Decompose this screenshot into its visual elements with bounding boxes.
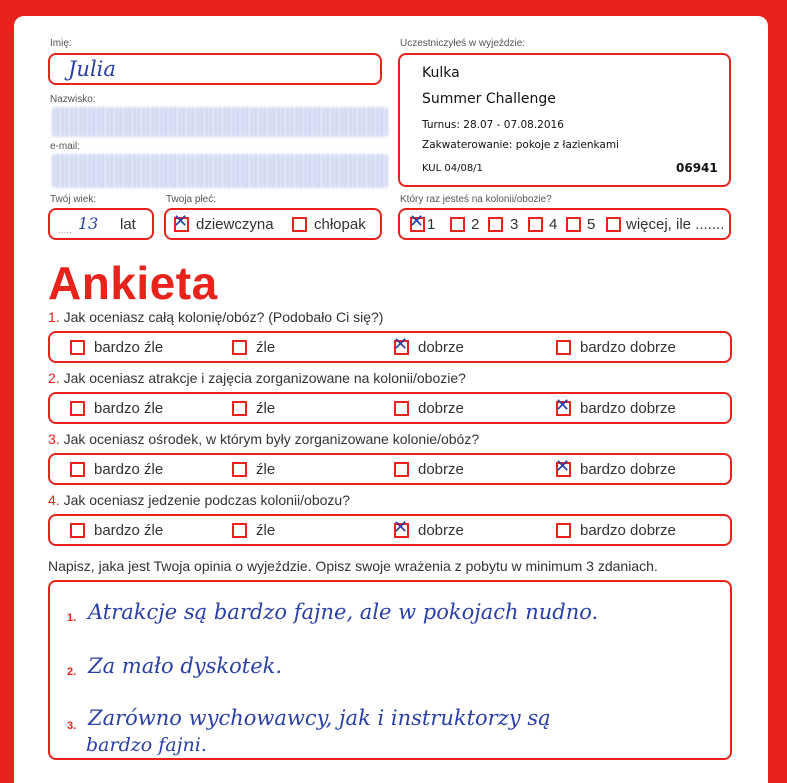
opinion-line-2: Za mało dyskotek.	[88, 654, 283, 678]
opinion-line-1: Atrakcje są bardzo fajne, ale w pokojach nudno.	[88, 600, 599, 624]
times-checkbox-2[interactable]	[450, 217, 465, 232]
rating-checkbox[interactable]	[394, 401, 409, 416]
checkmark-icon: ✕	[173, 211, 189, 232]
rating-checkbox[interactable]	[393, 334, 409, 355]
rating-checkbox[interactable]	[232, 340, 247, 355]
question-1	[48, 309, 383, 325]
rating-option-label: źle	[256, 339, 276, 356]
rating-checkbox[interactable]	[70, 401, 85, 416]
surname-label: Nazwisko:	[50, 94, 96, 105]
rating-option-label: bardzo dobrze	[580, 522, 676, 539]
camp-code: KUL 04/08/1	[422, 163, 483, 174]
rating-checkbox[interactable]	[70, 340, 85, 355]
question-number: 2.	[48, 370, 60, 386]
times-option-3: 3	[510, 216, 519, 233]
question-number: 3.	[48, 431, 60, 447]
checkmark-icon: ✕	[555, 395, 571, 416]
question-text: Jak oceniasz ośrodek, w którym były zorganizowane kolonie/obóz?	[63, 431, 480, 447]
survey-sheet	[14, 16, 768, 783]
rating-option-label: źle	[256, 400, 276, 417]
times-checkbox-3[interactable]	[488, 217, 503, 232]
times-option-more: więcej, ile .......	[626, 216, 725, 233]
rating-group-1	[48, 331, 732, 363]
times-option-4: 4	[549, 216, 558, 233]
camp-info-box	[398, 53, 731, 187]
times-option-1: 1	[427, 216, 436, 233]
age-field[interactable]: ..... 13 lat	[48, 208, 154, 240]
rating-option-label: bardzo źle	[94, 522, 164, 539]
gender-group	[164, 208, 382, 240]
camp-number: 06941	[676, 161, 718, 175]
opinion-line-num-3: 3.	[67, 720, 77, 732]
question-3	[48, 431, 479, 447]
email-label: e-mail:	[50, 141, 81, 152]
age-value: 13	[78, 214, 99, 233]
times-option-5: 5	[587, 216, 596, 233]
question-text: Jak oceniasz całą kolonię/obóz? (Podobało Ci się?)	[63, 309, 384, 325]
gender-option-girl: dziewczyna	[196, 216, 274, 233]
gender-checkbox-girl[interactable]	[173, 211, 189, 232]
rating-option-label: bardzo źle	[94, 461, 164, 478]
rating-option-label: dobrze	[418, 461, 464, 478]
rating-option-label: bardzo źle	[94, 400, 164, 417]
times-checkbox-1[interactable]	[409, 211, 425, 232]
times-label: Który raz jesteś na kolonii/obozie?	[400, 194, 552, 205]
checkmark-icon: ✕	[409, 211, 425, 232]
rating-option-label: źle	[256, 522, 276, 539]
opinion-line-3-continuation: bardzo fajni.	[86, 734, 207, 756]
question-2	[48, 370, 466, 386]
rating-checkbox[interactable]	[70, 462, 85, 477]
rating-checkbox[interactable]	[555, 456, 571, 477]
opinion-line-num-2: 2.	[67, 666, 77, 678]
email-redacted	[52, 154, 388, 188]
times-option-2: 2	[471, 216, 480, 233]
rating-checkbox[interactable]	[393, 517, 409, 538]
rating-checkbox[interactable]	[556, 523, 571, 538]
gender-checkbox-boy[interactable]	[292, 217, 307, 232]
age-unit: lat	[120, 216, 136, 233]
camp-accommodation: Zakwaterowanie: pokoje z łazienkami	[422, 139, 619, 151]
rating-group-3	[48, 453, 732, 485]
rating-option-label: dobrze	[418, 522, 464, 539]
name-field[interactable]	[48, 53, 382, 85]
rating-checkbox[interactable]	[394, 462, 409, 477]
rating-checkbox[interactable]	[232, 462, 247, 477]
rating-option-label: źle	[256, 461, 276, 478]
rating-option-label: bardzo dobrze	[580, 339, 676, 356]
opinion-prompt: Napisz, jaka jest Twoja opinia o wyjeździe. Opisz swoje wrażenia z pobytu w minimum 3 zdaniach.	[48, 558, 658, 574]
times-checkbox-5[interactable]	[566, 217, 581, 232]
gender-option-boy: chłopak	[314, 216, 366, 233]
rating-checkbox[interactable]	[556, 340, 571, 355]
opinion-box[interactable]	[48, 580, 732, 760]
rating-checkbox[interactable]	[232, 401, 247, 416]
rating-option-label: bardzo dobrze	[580, 461, 676, 478]
rating-checkbox[interactable]	[70, 523, 85, 538]
rating-option-label: bardzo dobrze	[580, 400, 676, 417]
checkmark-icon: ✕	[393, 334, 409, 355]
question-4	[48, 492, 350, 508]
question-text: Jak oceniasz jedzenie podczas kolonii/obozu?	[63, 492, 350, 508]
camp-name: Kulka	[422, 65, 460, 81]
question-number: 1.	[48, 309, 60, 325]
times-checkbox-4[interactable]	[528, 217, 543, 232]
rating-checkbox[interactable]	[555, 395, 571, 416]
checkmark-icon: ✕	[555, 456, 571, 477]
surname-redacted	[52, 107, 388, 137]
camp-event: Summer Challenge	[422, 91, 556, 107]
rating-option-label: bardzo źle	[94, 339, 164, 356]
question-text: Jak oceniasz atrakcje i zajęcia zorganizowane na kolonii/obozie?	[63, 370, 466, 386]
rating-group-2	[48, 392, 732, 424]
checkmark-icon: ✕	[393, 517, 409, 538]
camp-turnus: Turnus: 28.07 - 07.08.2016	[422, 119, 564, 131]
rating-option-label: dobrze	[418, 339, 464, 356]
age-label: Twój wiek:	[50, 194, 97, 205]
times-checkbox-more[interactable]	[606, 217, 621, 232]
rating-checkbox[interactable]	[232, 523, 247, 538]
participant-label: Uczestniczyłeś w wyjeździe:	[400, 38, 526, 49]
question-number: 4.	[48, 492, 60, 508]
rating-group-4	[48, 514, 732, 546]
rating-option-label: dobrze	[418, 400, 464, 417]
times-group	[398, 208, 731, 240]
name-label: Imię:	[50, 38, 72, 49]
opinion-line-3: Zarówno wychowawcy, jak i instruktorzy są	[88, 706, 551, 730]
opinion-line-num-1: 1.	[67, 612, 77, 624]
survey-title: Ankieta	[48, 257, 218, 309]
name-value: Julia	[68, 57, 116, 81]
gender-label: Twoja płeć:	[166, 194, 217, 205]
